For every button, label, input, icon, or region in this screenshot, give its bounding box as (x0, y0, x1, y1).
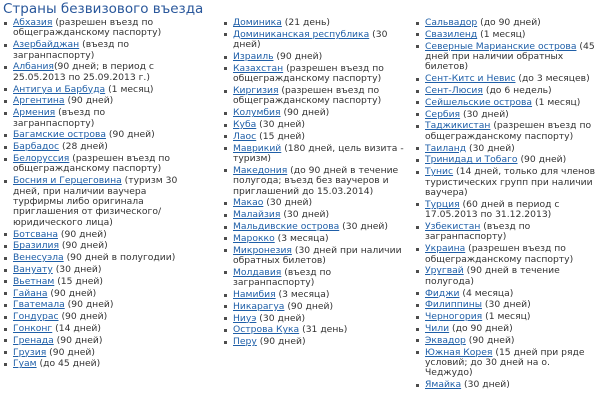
country-note: (1 месяц) (532, 96, 581, 108)
list-item (414, 155, 600, 165)
list-item (2, 154, 188, 175)
list-item (2, 312, 188, 322)
country-note: (15 дней) (54, 275, 103, 287)
country-note: (90 дней) (517, 154, 567, 166)
list-item (222, 210, 412, 220)
country-note: (15 дней при ряде условий; до 30 дней на о. Чеджудо) (425, 346, 585, 379)
country-note: (28 дней) (59, 141, 108, 153)
country-list (222, 18, 412, 348)
country-link[interactable]: Албания (13, 61, 54, 73)
country-note: (90 дней в течение полугода) (425, 265, 560, 287)
list-item (2, 96, 188, 106)
country-link[interactable]: Гренада (13, 334, 54, 346)
country-link[interactable]: Южная Корея (425, 346, 493, 358)
list-item (222, 86, 412, 107)
list-item (414, 42, 600, 73)
list-item (222, 290, 412, 300)
list-item (414, 98, 600, 108)
country-link[interactable]: Микронезия (233, 244, 292, 256)
country-link[interactable]: Сент-Китс и Невис (425, 73, 516, 85)
list-item (414, 144, 600, 154)
country-link[interactable]: Аргентина (13, 95, 65, 107)
country-link[interactable]: Фиджи (425, 287, 460, 299)
list-item (414, 110, 600, 120)
country-link[interactable]: Израиль (233, 51, 274, 62)
list-item (414, 74, 600, 84)
country-link[interactable]: Филиппины (425, 299, 482, 311)
country-link[interactable]: Молдавия (233, 266, 282, 278)
list-item (222, 325, 412, 335)
country-note: (до 90 дней в течение полугода; въезд без ваучеров и приглашений до 15.03.2014) (233, 164, 399, 197)
country-link[interactable]: Уругвай (425, 265, 464, 277)
list-item (222, 30, 412, 51)
country-note: (1 месяц) (482, 311, 531, 323)
country-link[interactable]: Ямайка (425, 379, 462, 391)
country-link[interactable]: Казахстан (233, 62, 284, 74)
country-link[interactable]: Венесуэла (13, 252, 64, 264)
list-item (2, 277, 188, 287)
list-item (2, 324, 188, 334)
country-column-3 (414, 18, 600, 392)
country-link[interactable]: Никарагуа (233, 300, 285, 312)
country-link[interactable]: Босния и Герцеговина (13, 175, 122, 187)
country-note: (разрешен въезд по общегражданскому паспорту) (233, 85, 382, 107)
country-link[interactable]: Маврикий (233, 142, 282, 154)
list-item (2, 142, 188, 152)
list-item (222, 198, 412, 208)
country-note: (31 день) (299, 324, 348, 336)
list-item (222, 120, 412, 130)
list-item (414, 167, 600, 198)
country-note: (разрешен въезд по общегражданскому паспорту) (13, 17, 162, 39)
country-link[interactable]: Гондурас (13, 311, 59, 323)
country-note: (въезд по загранпаспорту) (13, 39, 130, 61)
list-item (2, 230, 188, 240)
country-link[interactable]: Гватемала (13, 299, 65, 311)
country-link[interactable]: Северные Марианские острова (425, 40, 577, 52)
list-item (2, 253, 188, 263)
country-note: (1 месяц) (105, 83, 154, 95)
country-link[interactable]: Вьетнам (13, 275, 55, 287)
country-note: (14 дней) (52, 323, 101, 334)
list-item (414, 30, 600, 40)
country-link[interactable]: Сальвадор (425, 17, 478, 28)
list-item (414, 348, 600, 379)
country-note: (30 дней) (256, 312, 306, 324)
country-note: (30 дней) (460, 108, 509, 120)
country-link[interactable]: Сербия (425, 108, 461, 120)
country-link[interactable]: Сент-Люсия (425, 85, 483, 96)
list-item (2, 130, 188, 140)
list-item (222, 302, 412, 312)
country-link[interactable]: Македония (233, 164, 288, 176)
country-note: (90 дней) (106, 129, 155, 141)
country-link[interactable]: Перу (233, 336, 257, 348)
list-item (2, 62, 188, 83)
country-note: (90 дней) (64, 299, 114, 311)
country-link[interactable]: Азербайджан (13, 39, 80, 51)
list-item (414, 300, 600, 310)
country-note: (разрешен въезд по общегражданскому паспорту) (425, 243, 574, 265)
country-link[interactable]: Ботсвана (13, 228, 59, 240)
list-item (414, 324, 600, 334)
list-item (222, 268, 412, 289)
country-note: (3 месяца) (275, 289, 330, 300)
country-note: (30 дней) (52, 264, 102, 276)
list-item (2, 40, 188, 61)
country-note: (до 90 дней) (449, 323, 513, 334)
country-link[interactable]: Доминика (233, 17, 282, 28)
country-note: (90 дней) (59, 240, 108, 252)
country-link[interactable]: Намибия (233, 289, 276, 300)
country-note: (до 90 дней) (477, 17, 541, 28)
list-item (2, 265, 188, 275)
country-note: (30 дней) (263, 197, 313, 209)
country-link[interactable]: Тринидад и Тобаго (425, 154, 518, 166)
country-list (2, 18, 188, 370)
country-note: (90 дней) (284, 300, 334, 312)
country-link[interactable]: Абхазия (13, 17, 53, 28)
list-item (222, 64, 412, 85)
country-link[interactable]: Острова Кука (233, 324, 300, 336)
list-item (222, 52, 412, 62)
country-link[interactable]: Турция (425, 198, 460, 210)
country-link[interactable]: Куба (233, 119, 257, 130)
country-note: (30 дней) (461, 379, 510, 391)
country-column-2 (222, 18, 412, 349)
country-link[interactable]: Малайзия (233, 209, 281, 221)
country-note: (14 дней, только для членов туристических групп при наличии ваучера) (425, 166, 596, 198)
list-item (2, 289, 188, 299)
list-item (222, 144, 412, 165)
country-link[interactable]: Вануату (13, 264, 53, 276)
country-link[interactable]: Чили (425, 323, 450, 334)
country-link[interactable]: Гуам (13, 358, 37, 370)
country-note: (90 дней) (465, 334, 515, 346)
country-note: (60 дней в период с 17.05.2013 по 31.12.2013) (425, 198, 560, 221)
list-item (414, 380, 600, 390)
country-link[interactable]: Мальдивские острова (233, 221, 340, 232)
list-item (222, 234, 412, 244)
country-note: (90 дней) (64, 95, 114, 107)
country-link[interactable]: Эквадор (425, 334, 466, 346)
list-item (414, 18, 600, 28)
country-note: (90 дней) (46, 346, 95, 358)
list-item (414, 244, 600, 265)
country-note: (90 дней) (256, 336, 306, 348)
country-link[interactable]: Черногория (425, 311, 483, 323)
country-list (414, 18, 600, 391)
country-link[interactable]: Украина (425, 243, 466, 255)
country-note: (15 дней) (256, 130, 305, 142)
country-link[interactable]: Ниуэ (233, 312, 257, 324)
country-link[interactable]: Сейшельские острова (425, 96, 533, 108)
page-title: Страны безвизового въезда (3, 1, 204, 17)
list-item (222, 222, 412, 232)
country-link[interactable]: Тунис (425, 166, 454, 178)
country-link[interactable]: Грузия (13, 346, 47, 358)
country-note: (90 дней) (273, 51, 323, 62)
list-item (222, 314, 412, 324)
list-item (2, 241, 188, 251)
country-link[interactable]: Доминиканская республика (233, 28, 370, 40)
list-item (2, 359, 188, 369)
country-note: (до 45 дней) (36, 358, 101, 370)
country-note: (4 месяца) (459, 287, 514, 299)
list-item (2, 85, 188, 95)
list-item (414, 312, 600, 322)
list-item (222, 18, 412, 28)
country-note: (45 дней при наличии обратных билетов) (425, 40, 595, 73)
country-link[interactable]: Таиланд (425, 142, 467, 154)
country-note: (90 дней; в период с 25.05.2013 по 25.09.2013 г.) (13, 61, 154, 83)
country-note: (90 дней) (47, 287, 97, 299)
country-note: (30 дней) (481, 299, 531, 311)
list-item (2, 348, 188, 358)
country-link[interactable]: Лаос (233, 130, 257, 142)
list-item (414, 200, 600, 221)
country-note: (разрешен въезд по общегражданскому паспорту) (13, 153, 170, 175)
list-item (414, 121, 600, 142)
country-link[interactable]: Армения (13, 107, 56, 119)
country-link[interactable]: Таджикистан (425, 120, 491, 132)
country-note: (разрешен въезд по общегражданскому паспорту) (425, 120, 592, 142)
country-link[interactable]: Бразилия (13, 240, 59, 252)
country-note: (въезд по загранпаспорту) (13, 107, 106, 129)
country-link[interactable]: Барбадос (13, 141, 60, 153)
country-link[interactable]: Свазиленд (425, 28, 478, 40)
list-item (2, 300, 188, 310)
country-note: (90 дней) (58, 311, 108, 323)
country-note: (въезд по загранпаспорту) (233, 266, 332, 289)
country-note: (30 дней при наличии обратных билетов) (233, 244, 402, 266)
list-item (414, 86, 600, 96)
list-item (414, 289, 600, 299)
country-note: (туризм 30 дней, при наличии ваучера турфирмы либо оригинала приглашения от физического/юридического лица) (13, 175, 178, 228)
country-link[interactable]: Багамские острова (13, 129, 106, 141)
list-item (2, 336, 188, 346)
country-link[interactable]: Макао (233, 197, 264, 209)
country-note: (30 дней) (339, 221, 388, 232)
list-item (222, 166, 412, 197)
country-note: (90 дней) (58, 228, 107, 240)
country-link[interactable]: Гонконг (13, 323, 53, 334)
country-note: (1 месяц) (477, 28, 526, 40)
country-link[interactable]: Узбекистан (425, 221, 481, 232)
country-link[interactable]: Белоруссия (13, 153, 70, 164)
list-item (414, 266, 600, 287)
list-item (2, 176, 188, 228)
country-note: (30 дней) (280, 209, 330, 221)
country-link[interactable]: Гайана (13, 287, 48, 299)
country-link[interactable]: Антигуа и Барбуда (13, 83, 106, 95)
country-note: (30 дней) (466, 142, 515, 154)
country-note: (90 дней в полугодии) (63, 252, 176, 264)
list-item (2, 108, 188, 129)
country-note: (3 месяца) (274, 232, 329, 244)
country-note: (разрешен въезд по общегражданскому паспорту) (233, 62, 384, 85)
list-item (414, 336, 600, 346)
country-note: (180 дней, цель визита - туризм) (233, 142, 404, 164)
country-note: (до 6 недель) (482, 85, 552, 96)
country-link[interactable]: Колумбия (233, 107, 281, 119)
list-item (222, 108, 412, 118)
list-item (222, 337, 412, 347)
country-note: (90 дней) (280, 107, 330, 119)
country-note: (30 дней) (256, 119, 305, 130)
list-item (2, 18, 188, 39)
country-column-1 (2, 18, 188, 371)
list-item (222, 246, 412, 267)
country-note: (30 дней) (233, 28, 388, 51)
country-note: (до 3 месяцев) (515, 73, 590, 85)
country-note: (въезд по загранпаспорту) (425, 221, 531, 243)
country-note: (21 день) (281, 17, 330, 28)
list-item (222, 132, 412, 142)
country-link[interactable]: Марокко (233, 232, 275, 244)
list-item (414, 222, 600, 243)
country-link[interactable]: Киргизия (233, 85, 279, 96)
country-note: (90 дней) (53, 334, 103, 346)
